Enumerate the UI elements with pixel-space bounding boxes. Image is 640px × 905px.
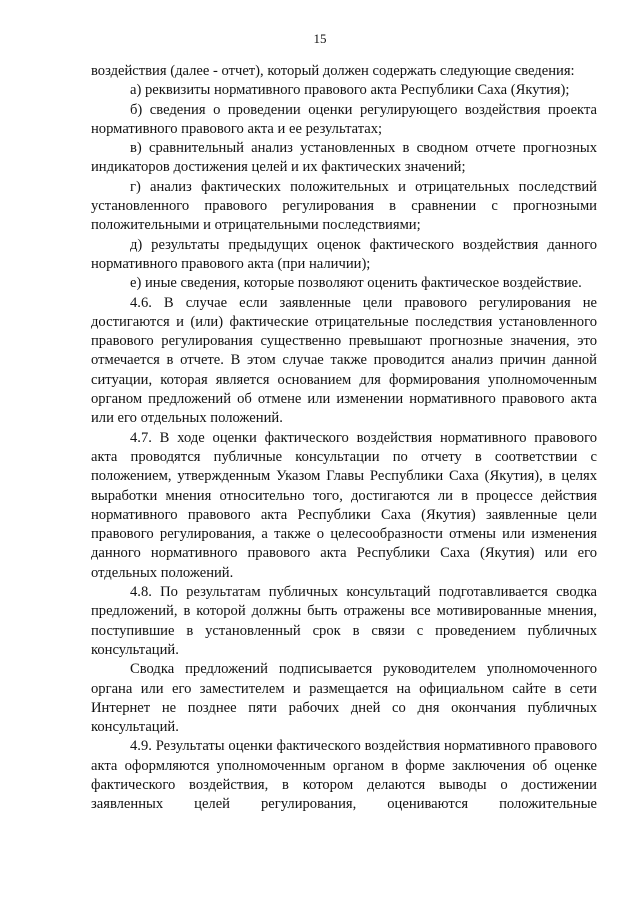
paragraph-summary-signing: Сводка предложений подписывается руководителем уполномоченного органа или его заместителем и размещается на официальном сайте в сети Интернет не позднее пяти рабочих дней со дня окончания публичных консультаций. xyxy=(91,661,597,736)
paragraph-4-6: 4.6. В случае если заявленные цели правового регулирования не достигаются и (или) фактические отрицательные последствия установленного правового регулирования существенно превышают прогнозные значения, это отмечается в отчете. В этом случае также проводится анализ причин данной ситуации, которая является основанием для формирования уполномоченным органом предложений об отмене или изменении нормативного правового акта или его отдельных положений. xyxy=(91,294,597,427)
list-item-c: в) сравнительный анализ установленных в сводном отчете прогнозных индикаторов достижения целей и их фактических значений; xyxy=(91,140,597,176)
paragraph-4-7: 4.7. В ходе оценки фактического воздействия нормативного правового акта проводятся публичные консультации по отчету в соответствии с положением, утвержденным Указом Главы Республики Саха (Якутия), в целях выработки мнения относительно того, достигаются ли в процессе действия нормативного правового акта Республики Саха (Якутия) заявленные цели правового регулирования, а также о целесообразности отмены или изменения данного нормативного правового акта Республики Саха (Якутия) или его отдельных положений. xyxy=(91,429,597,581)
list-item-e: д) результаты предыдущих оценок фактического воздействия данного нормативного правового акта (при наличии); xyxy=(91,236,597,272)
list-item-b: б) сведения о проведении оценки регулирующего воздействия проекта нормативного правового акта и ее результатах; xyxy=(91,101,597,137)
paragraph-continuation: воздействия (далее - отчет), который должен содержать следующие сведения: xyxy=(91,63,575,79)
list-item-a: а) реквизиты нормативного правового акта Республики Саха (Якутия); xyxy=(130,82,570,99)
paragraph-4-9: 4.9. Результаты оценки фактического воздействия нормативного правового акта оформляются уполномоченным органом в форме заключения об оценке фактического воздействия, в котором делаются выводы о достижении заявленных целей регулирования, оцениваются положительные xyxy=(91,738,597,813)
paragraph-4-8: 4.8. По результатам публичных консультаций подготавливается сводка предложений, в которой должны быть отражены все мотивированные мнения, поступившие в установленный срок в связи с проведением публичных консультаций. xyxy=(91,584,597,658)
list-item-d: г) анализ фактических положительных и отрицательных последствий установленного правового регулирования в сравнении с прогнозными положительными и отрицательными последствиями; xyxy=(91,178,597,234)
page-number: 15 xyxy=(313,31,327,46)
document-body xyxy=(91,62,597,815)
list-item-f: е) иные сведения, которые позволяют оценить фактическое воздействие. xyxy=(130,275,582,292)
